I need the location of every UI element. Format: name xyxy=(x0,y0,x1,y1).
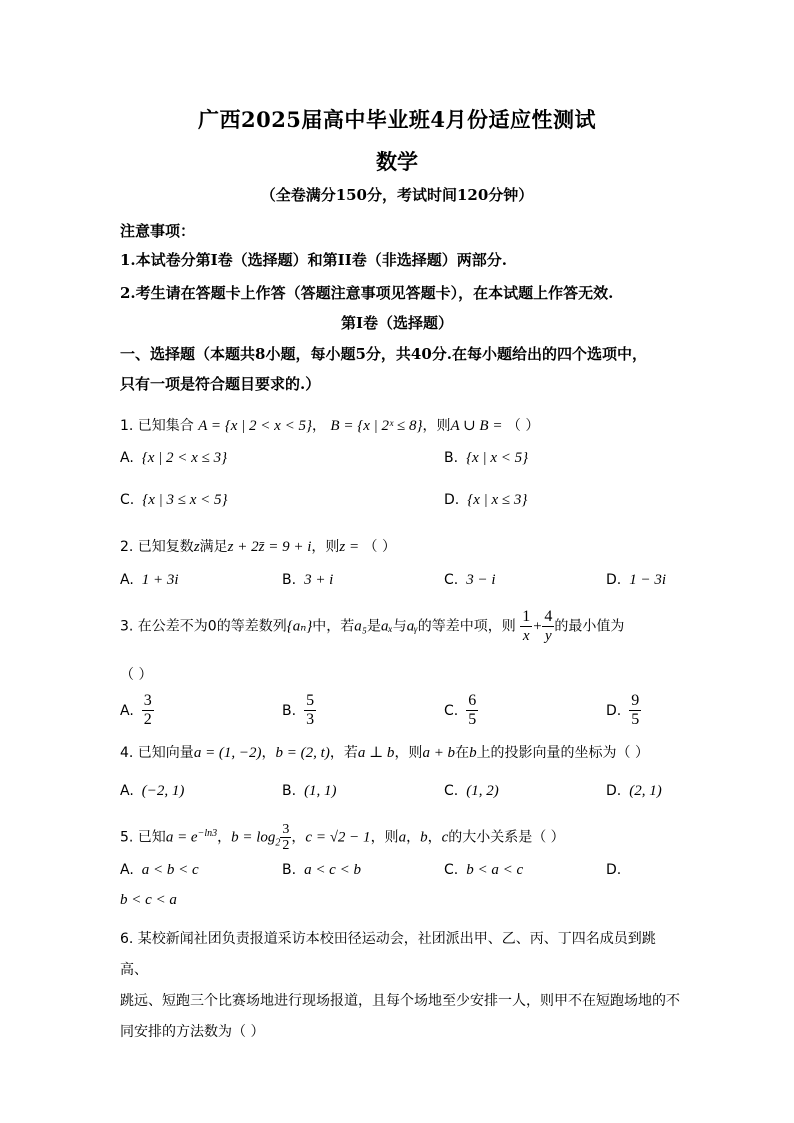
q3-blank: （ ） xyxy=(120,667,153,683)
q5-c-def: c = √2 − 1 xyxy=(305,829,371,846)
q5-exponent: −ln3 xyxy=(197,827,218,839)
q5-frac xyxy=(280,822,291,853)
option-label: C. xyxy=(120,492,135,508)
q3-option-b[interactable] xyxy=(282,692,316,729)
q1-text: 1. 已知集合 xyxy=(120,418,194,434)
option-label: B. xyxy=(282,862,297,878)
q6-line-1: 6. 某校新闻社团负责报道采访本校田径运动会，社团派出甲、乙、丙、丁四名成员到跳高、 xyxy=(120,931,656,978)
option-label: A. xyxy=(120,572,134,588)
q4-b: b xyxy=(469,745,477,761)
option-label: A. xyxy=(120,702,134,719)
q4-text: 4. 已知向量 xyxy=(120,745,194,761)
option-text: (−2, 1) xyxy=(141,783,185,799)
option-label: B. xyxy=(282,783,297,799)
option-text: {x | 2 < x ≤ 3} xyxy=(141,450,228,466)
option-text: b < c < a xyxy=(120,892,177,908)
section-instruction-2: 只有一项是符合题目要求的.） xyxy=(120,375,321,393)
option-label: D. xyxy=(606,783,622,799)
q3-frac-1 xyxy=(520,608,532,645)
q4-vec-a: a = (1, −2) xyxy=(193,745,262,761)
option-text: {x | x ≤ 3} xyxy=(467,492,528,508)
q5-text-end: 的大小关系是（ ） xyxy=(448,829,565,846)
question-6-stem xyxy=(120,924,680,1048)
exam-subject: 数学 xyxy=(376,149,418,174)
option-text: b < a < c xyxy=(466,862,524,878)
option-label: B. xyxy=(282,702,297,719)
exam-info: （全卷满分150分，考试时间120分钟） xyxy=(260,186,534,204)
option-label: C. xyxy=(444,702,459,719)
option-label: C. xyxy=(444,572,459,588)
q3-text-6: 的最小值为 xyxy=(554,618,625,635)
q3-text-2: 中，若 xyxy=(312,618,355,635)
q4-if: ，若 xyxy=(329,745,358,761)
q2-then: ，则 xyxy=(311,539,340,555)
q2-option-b[interactable] xyxy=(282,572,333,589)
q3-text-5: 的等差中项，则 xyxy=(417,618,516,635)
option-label: A. xyxy=(120,862,134,878)
q5-b: b xyxy=(420,829,428,846)
q1-set-b: B = {x | 2ˣ ≤ 8} xyxy=(330,418,423,434)
q5-sep: ， xyxy=(217,829,232,846)
frac-den: 2 xyxy=(282,838,290,853)
q1-then: ，则 xyxy=(422,418,451,434)
q5-option-c[interactable] xyxy=(444,862,523,879)
q3-ax: aₓ xyxy=(381,618,393,635)
q3-plus: + xyxy=(532,618,543,635)
q1-set-a: A = {x | 2 < x < 5} xyxy=(198,418,312,434)
q5-sep-2: ， xyxy=(291,829,306,846)
option-frac xyxy=(466,692,478,729)
option-frac xyxy=(142,692,154,729)
section-instruction-1: 一、选择题（本题共8小题，每小题5分，共40分.在每小题给出的四个选项中， xyxy=(120,345,647,363)
q5-option-d-text[interactable] xyxy=(120,892,177,909)
q4-on: 在 xyxy=(455,745,470,761)
q4-then: ，则 xyxy=(394,745,423,761)
frac-den: 3 xyxy=(306,711,315,728)
q3-text-4: 与 xyxy=(392,618,407,635)
q2-option-a[interactable] xyxy=(120,572,179,589)
q4-perp: a ⊥ b xyxy=(357,745,395,761)
q2-blank: （ ） xyxy=(363,539,396,555)
q5-c: c xyxy=(441,829,449,846)
q6-line-2: 跳远、短跑三个比赛场地进行现场报道，且每个场地至少安排一人，则甲不在短跑场地的不 xyxy=(120,993,680,1009)
q1-option-c[interactable] xyxy=(120,492,228,509)
frac-den: y xyxy=(544,628,552,644)
option-label: D. xyxy=(606,702,622,719)
q3-a5: a₅ xyxy=(354,618,368,635)
frac-num: 4 xyxy=(544,608,553,625)
option-label: A. xyxy=(120,450,134,466)
q4-option-c[interactable] xyxy=(444,783,499,800)
q5-log-base: 2 xyxy=(275,837,281,849)
q3-option-d[interactable] xyxy=(606,692,641,729)
q2-equation: z + 2z̄ = 9 + i xyxy=(227,539,312,555)
option-label: C. xyxy=(444,862,459,878)
frac-num: 6 xyxy=(468,692,477,709)
option-label: D. xyxy=(444,492,460,508)
q5-option-b[interactable] xyxy=(282,862,361,879)
q1-union: A ∪ B = xyxy=(450,418,503,434)
q1-option-b[interactable] xyxy=(444,450,528,467)
q5-a-def: a = e xyxy=(165,829,198,846)
q1-blank: （ ） xyxy=(506,418,540,434)
q5-a: a xyxy=(398,829,407,846)
q3-option-a[interactable] xyxy=(120,692,154,729)
question-1-stem xyxy=(120,415,539,435)
q4-sep: ， xyxy=(261,745,276,761)
q3-seq: {aₙ} xyxy=(286,618,313,635)
q5-text: 5. 已知 xyxy=(120,829,166,846)
question-4-stem xyxy=(120,742,649,762)
q1-option-d[interactable] xyxy=(444,492,527,509)
frac-num: 3 xyxy=(282,822,290,837)
q5-b-def: b = log xyxy=(231,829,276,846)
q1-sep: ， xyxy=(311,418,326,434)
option-label: C. xyxy=(444,783,459,799)
frac-num: 9 xyxy=(631,692,640,709)
option-text: {x | x < 5} xyxy=(466,450,529,466)
frac-num: 5 xyxy=(306,692,315,709)
q2-z: z xyxy=(193,539,200,555)
option-text: 3 − i xyxy=(466,572,496,588)
q3-text: 3. 在公差不为0的等差数列 xyxy=(120,618,287,635)
option-text: a < c < b xyxy=(304,862,361,878)
q4-option-a[interactable] xyxy=(120,783,184,800)
option-label: B. xyxy=(282,572,297,588)
q3-ay: aᵧ xyxy=(406,618,418,635)
exam-title: 广西2025届高中毕业班4月份适应性测试 xyxy=(197,107,597,132)
q5-option-d[interactable] xyxy=(606,862,629,879)
q2-option-c[interactable] xyxy=(444,572,496,589)
q5-option-a[interactable] xyxy=(120,862,199,879)
question-2-stem xyxy=(120,536,396,556)
q2-option-d[interactable] xyxy=(606,572,666,589)
option-text: (1, 2) xyxy=(466,783,499,799)
q5-comma: ， xyxy=(406,829,421,846)
question-5-stem xyxy=(120,822,565,853)
option-label: D. xyxy=(606,862,622,878)
note-item-2: 2.考生请在答题卡上作答（答题注意事项见答题卡），在本试题上作答无效. xyxy=(120,284,614,302)
q1-option-a[interactable] xyxy=(120,450,227,467)
option-text: {x | 3 ≤ x < 5} xyxy=(142,492,228,508)
q2-z-eq: z = xyxy=(339,539,360,555)
note-item-1: 1.本试卷分第I卷（选择题）和第II卷（非选择题）两部分. xyxy=(120,251,507,269)
q4-text-end: 上的投影向量的坐标为（ ） xyxy=(476,745,650,761)
option-text: (2, 1) xyxy=(629,783,662,799)
option-label: B. xyxy=(444,450,459,466)
q4-option-b[interactable] xyxy=(282,783,337,800)
q3-frac-2 xyxy=(542,608,554,645)
option-label: D. xyxy=(606,572,622,588)
notes-heading: 注意事项： xyxy=(120,222,196,240)
q6-line-3: 同安排的方法数为（ ） xyxy=(120,1024,265,1040)
option-text: a < b < c xyxy=(141,862,199,878)
option-text: 1 + 3i xyxy=(141,572,179,588)
frac-den: x xyxy=(522,628,530,644)
option-text: 1 − 3i xyxy=(629,572,667,588)
q2-text-2: 满足 xyxy=(199,539,228,555)
option-frac xyxy=(629,692,641,729)
q2-text: 2. 已知复数 xyxy=(120,539,194,555)
frac-num: 3 xyxy=(143,692,152,709)
option-text: 3 + i xyxy=(304,572,334,588)
frac-den: 2 xyxy=(143,711,152,728)
option-frac xyxy=(304,692,316,729)
section-title: 第I卷（选择题） xyxy=(340,314,454,332)
q4-vec-b: b = (2, t) xyxy=(275,745,330,761)
q5-then: ，则 xyxy=(370,829,399,846)
q3-option-c[interactable] xyxy=(444,692,478,729)
q5-comma-2: ， xyxy=(427,829,442,846)
option-label: A. xyxy=(120,783,134,799)
q4-sum: a + b xyxy=(422,745,456,761)
frac-den: 5 xyxy=(631,711,640,728)
q4-option-d[interactable] xyxy=(606,783,662,800)
q3-text-3: 是 xyxy=(367,618,382,635)
option-text: (1, 1) xyxy=(304,783,337,799)
frac-num: 1 xyxy=(522,608,531,625)
question-3-stem xyxy=(120,608,624,645)
frac-den: 5 xyxy=(468,711,477,728)
